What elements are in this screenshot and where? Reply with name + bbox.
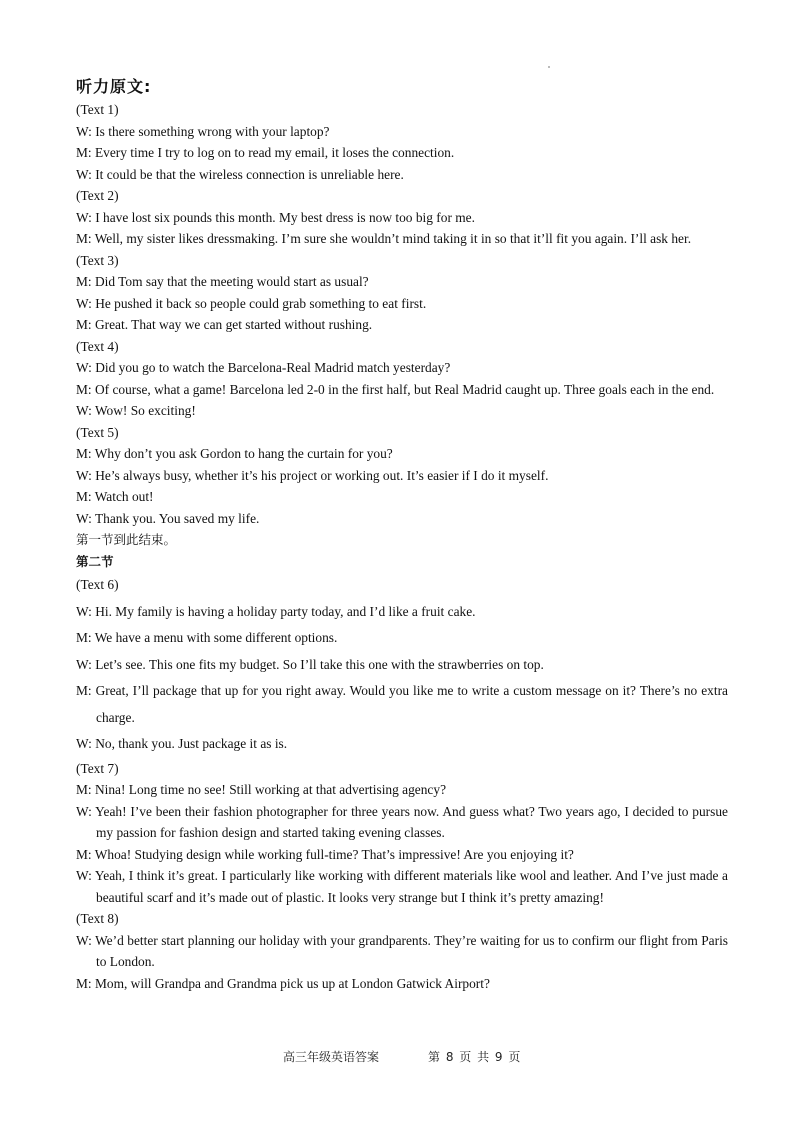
footer-doc-title: 高三年级英语答案 (283, 1050, 380, 1064)
text-label: (Text 7) (76, 760, 119, 776)
dialogue-line: W: Wow! So exciting! (76, 403, 196, 418)
dialogue-line: M: Well, my sister likes dressmaking. I’m sure she wouldn’t mind taking it in so that it’ll fit you again. I’ll ask her. (76, 231, 692, 246)
text-label: (Text 5) (76, 424, 119, 440)
dialogue-line: M: Of course, what a game! Barcelona led 2-0 in the first half, but Real Madrid caught up. Three goals each in the end. (76, 381, 715, 397)
dialogue-line: M: We have a menu with some different options. (76, 630, 338, 645)
dialogue-line: W: He’s always busy, whether it’s his project or working out. It’s easier if I do it myself. (76, 467, 549, 483)
dialogue-line: M: Mom, will Grandpa and Grandma pick us up at London Gatwick Airport? (76, 975, 490, 991)
dialogue-line: W: No, thank you. Just package it as is. (76, 736, 288, 751)
text-label: (Text 2) (76, 188, 119, 203)
dialogue-line: W: Thank you. You saved my life. (76, 510, 260, 526)
dialogue-line: W: Let’s see. This one fits my budget. So I’ll take this one with the strawberries on top. (76, 656, 544, 672)
dialogue-line: M: Great. That way we can get started without rushing. (76, 317, 373, 332)
dialogue-line: W: Yeah, I think it’s great. I particularly like working with different materials like wool and leather. And I’ve just made a beautiful scarf and it’s made out of plastic. It looks very strange but I think it’s pretty amazing! (76, 868, 728, 905)
dialogue-line: W: Yeah! I’ve been their fashion photographer for three years now. And guess what? Two years ago, I decided to pursue my passion for fashion design and started taking evening classes. (76, 803, 728, 840)
dialogue-line: W: Hi. My family is having a holiday party today, and I’d like a fruit cake. (76, 603, 476, 619)
dialogue-line: W: Is there something wrong with your laptop? (76, 123, 330, 139)
dialogue-line: W: We’d better start planning our holiday with your grandparents. They’re waiting for us to confirm our flight from Paris to London. (76, 932, 728, 969)
section-note: 第二节 (76, 553, 114, 569)
text-label: (Text 4) (76, 338, 119, 354)
dialogue-line: M: Nina! Long time no see! Still working at that advertising agency? (76, 782, 447, 797)
page-heading: 听力原文: (76, 77, 152, 96)
text-label: (Text 8) (76, 911, 119, 926)
footer-page-number: 第 8 页 共 9 页 (428, 1050, 522, 1064)
dialogue-line: W: I have lost six pounds this month. My best dress is now too big for me. (76, 209, 475, 225)
scan-speck (548, 66, 550, 68)
dialogue-line: W: It could be that the wireless connection is unreliable here. (76, 166, 404, 182)
dialogue-line: M: Why don’t you ask Gordon to hang the curtain for you? (76, 446, 393, 461)
dialogue-line: M: Watch out! (76, 489, 154, 504)
dialogue-line: M: Did Tom say that the meeting would start as usual? (76, 274, 369, 289)
transcript-body (76, 99, 728, 994)
dialogue-line: M: Great, I’ll package that up for you right away. Would you like me to write a custom message on it? There’s no extra charge. (76, 683, 728, 725)
text-label: (Text 3) (76, 252, 119, 268)
text-label: (Text 1) (76, 102, 119, 117)
dialogue-line: W: Did you go to watch the Barcelona-Real Madrid match yesterday? (76, 360, 451, 375)
dialogue-line: M: Whoa! Studying design while working full-time? That’s impressive! Are you enjoying it? (76, 846, 574, 862)
section-note: 第一节到此结束。 (76, 532, 177, 547)
text-label: (Text 6) (76, 577, 119, 592)
dialogue-line: W: He pushed it back so people could grab something to eat first. (76, 295, 427, 311)
dialogue-line: M: Every time I try to log on to read my email, it loses the connection. (76, 145, 455, 160)
